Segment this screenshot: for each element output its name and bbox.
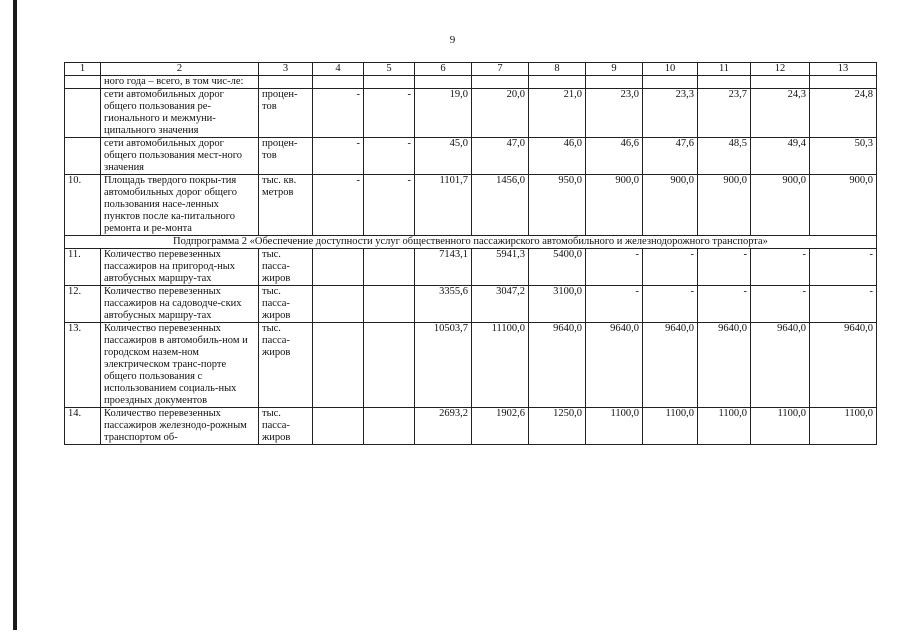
- table-row: [65, 323, 877, 408]
- page-number: 9: [449, 34, 456, 46]
- value-cell: 46,6: [586, 138, 643, 175]
- value-cell: 47,6: [643, 138, 698, 175]
- value-cell: -: [586, 286, 643, 323]
- unit-cell: тыс. пасса-жиров: [259, 408, 313, 445]
- value-cell: 7143,1: [415, 249, 472, 286]
- value-cell: 23,7: [698, 89, 751, 138]
- value-cell: [529, 76, 586, 89]
- col-header: 12: [751, 63, 810, 76]
- value-cell: 49,4: [751, 138, 810, 175]
- col-header: 1: [65, 63, 101, 76]
- value-cell: 1100,0: [586, 408, 643, 445]
- table-row: [65, 249, 877, 286]
- value-cell: 1902,6: [472, 408, 529, 445]
- value-cell: 3047,2: [472, 286, 529, 323]
- row-index: [65, 89, 101, 138]
- unit-cell: тыс. кв. метров: [259, 175, 313, 236]
- unit-cell: [259, 76, 313, 89]
- value-cell: 23,0: [586, 89, 643, 138]
- value-cell: [415, 76, 472, 89]
- value-cell: [364, 286, 415, 323]
- value-cell: 24,3: [751, 89, 810, 138]
- row-index: 10.: [65, 175, 101, 236]
- subprogram-title: Подпрограмма 2 «Обеспечение доступности услуг общественного пассажирского автомобильного и железнодорожного транспорта»: [65, 236, 877, 249]
- row-index: 14.: [65, 408, 101, 445]
- col-header: 4: [313, 63, 364, 76]
- value-cell: 900,0: [586, 175, 643, 236]
- unit-cell: тыс. пасса-жиров: [259, 323, 313, 408]
- value-cell: 5400,0: [529, 249, 586, 286]
- indicators-table: [64, 62, 877, 445]
- value-cell: -: [313, 175, 364, 236]
- col-header: 3: [259, 63, 313, 76]
- unit-cell: тыс. пасса-жиров: [259, 286, 313, 323]
- row-index: 12.: [65, 286, 101, 323]
- indicator-name: Количество перевезенных пассажиров железнодо-рожным транспортом об-: [101, 408, 259, 445]
- value-cell: 23,3: [643, 89, 698, 138]
- unit-cell: процен-тов: [259, 138, 313, 175]
- col-header: 9: [586, 63, 643, 76]
- value-cell: 1250,0: [529, 408, 586, 445]
- indicator-name: Количество перевезенных пассажиров на садоводче-ских автобусных маршру-тах: [101, 286, 259, 323]
- value-cell: [313, 249, 364, 286]
- value-cell: -: [313, 89, 364, 138]
- value-cell: -: [751, 249, 810, 286]
- value-cell: 1100,0: [810, 408, 877, 445]
- value-cell: 9640,0: [751, 323, 810, 408]
- value-cell: -: [810, 249, 877, 286]
- row-index: 13.: [65, 323, 101, 408]
- value-cell: 48,5: [698, 138, 751, 175]
- scan-edge-line: [13, 0, 17, 630]
- indicator-name: Площадь твердого покры-тия автомобильных дорог общего пользования насе-ленных пунктов после ка-питального ремонта и ре-монта: [101, 175, 259, 236]
- value-cell: 900,0: [698, 175, 751, 236]
- table-row: [65, 89, 877, 138]
- value-cell: -: [364, 175, 415, 236]
- value-cell: 20,0: [472, 89, 529, 138]
- value-cell: 10503,7: [415, 323, 472, 408]
- unit-cell: тыс. пасса-жиров: [259, 249, 313, 286]
- col-header: 6: [415, 63, 472, 76]
- col-header: 5: [364, 63, 415, 76]
- table-row: [65, 408, 877, 445]
- table-row: [65, 138, 877, 175]
- value-cell: [472, 76, 529, 89]
- value-cell: -: [364, 138, 415, 175]
- indicator-name: Количество перевезенных пассажиров на пригород-ных автобусных маршру-тах: [101, 249, 259, 286]
- value-cell: 9640,0: [698, 323, 751, 408]
- indicator-name: ного года – всего, в том чис-ле:: [101, 76, 259, 89]
- value-cell: [364, 408, 415, 445]
- value-cell: 9640,0: [586, 323, 643, 408]
- value-cell: 3100,0: [529, 286, 586, 323]
- value-cell: [643, 76, 698, 89]
- value-cell: 1100,0: [698, 408, 751, 445]
- row-index: [65, 76, 101, 89]
- value-cell: -: [313, 138, 364, 175]
- value-cell: [751, 76, 810, 89]
- value-cell: [364, 323, 415, 408]
- table-row: [65, 286, 877, 323]
- value-cell: 1100,0: [751, 408, 810, 445]
- value-cell: 19,0: [415, 89, 472, 138]
- value-cell: 24,8: [810, 89, 877, 138]
- value-cell: 11100,0: [472, 323, 529, 408]
- subprogram-row: [65, 236, 877, 249]
- value-cell: 46,0: [529, 138, 586, 175]
- value-cell: [313, 286, 364, 323]
- table-row: [65, 175, 877, 236]
- value-cell: [810, 76, 877, 89]
- value-cell: 9640,0: [529, 323, 586, 408]
- indicator-name: сети автомобильных дорог общего пользования ре-гионального и межмуни-ципального значения: [101, 89, 259, 138]
- value-cell: 45,0: [415, 138, 472, 175]
- col-header: 11: [698, 63, 751, 76]
- col-header: 13: [810, 63, 877, 76]
- value-cell: 5941,3: [472, 249, 529, 286]
- value-cell: 1101,7: [415, 175, 472, 236]
- value-cell: -: [643, 286, 698, 323]
- value-cell: 9640,0: [643, 323, 698, 408]
- indicator-name: Количество перевезенных пассажиров в автомобиль-ном и городском назем-ном электрическом транс-порте общего пользования с использованием социаль-ных проездных документов: [101, 323, 259, 408]
- value-cell: -: [586, 249, 643, 286]
- row-index: 11.: [65, 249, 101, 286]
- value-cell: [586, 76, 643, 89]
- value-cell: 900,0: [643, 175, 698, 236]
- col-header: 7: [472, 63, 529, 76]
- value-cell: -: [698, 286, 751, 323]
- value-cell: -: [751, 286, 810, 323]
- col-header: 10: [643, 63, 698, 76]
- table-header-row: [65, 63, 877, 76]
- unit-cell: процен-тов: [259, 89, 313, 138]
- row-index: [65, 138, 101, 175]
- value-cell: 47,0: [472, 138, 529, 175]
- value-cell: -: [364, 89, 415, 138]
- value-cell: [313, 408, 364, 445]
- value-cell: 1100,0: [643, 408, 698, 445]
- value-cell: 3355,6: [415, 286, 472, 323]
- value-cell: 9640,0: [810, 323, 877, 408]
- value-cell: -: [698, 249, 751, 286]
- value-cell: [313, 76, 364, 89]
- value-cell: [364, 76, 415, 89]
- indicator-name: сети автомобильных дорог общего пользования мест-ного значения: [101, 138, 259, 175]
- value-cell: 2693,2: [415, 408, 472, 445]
- value-cell: [313, 323, 364, 408]
- value-cell: 50,3: [810, 138, 877, 175]
- value-cell: -: [643, 249, 698, 286]
- value-cell: 950,0: [529, 175, 586, 236]
- value-cell: 900,0: [810, 175, 877, 236]
- value-cell: 21,0: [529, 89, 586, 138]
- value-cell: -: [810, 286, 877, 323]
- table-row: [65, 76, 877, 89]
- value-cell: 1456,0: [472, 175, 529, 236]
- value-cell: 900,0: [751, 175, 810, 236]
- value-cell: [698, 76, 751, 89]
- col-header: 8: [529, 63, 586, 76]
- col-header: 2: [101, 63, 259, 76]
- value-cell: [364, 249, 415, 286]
